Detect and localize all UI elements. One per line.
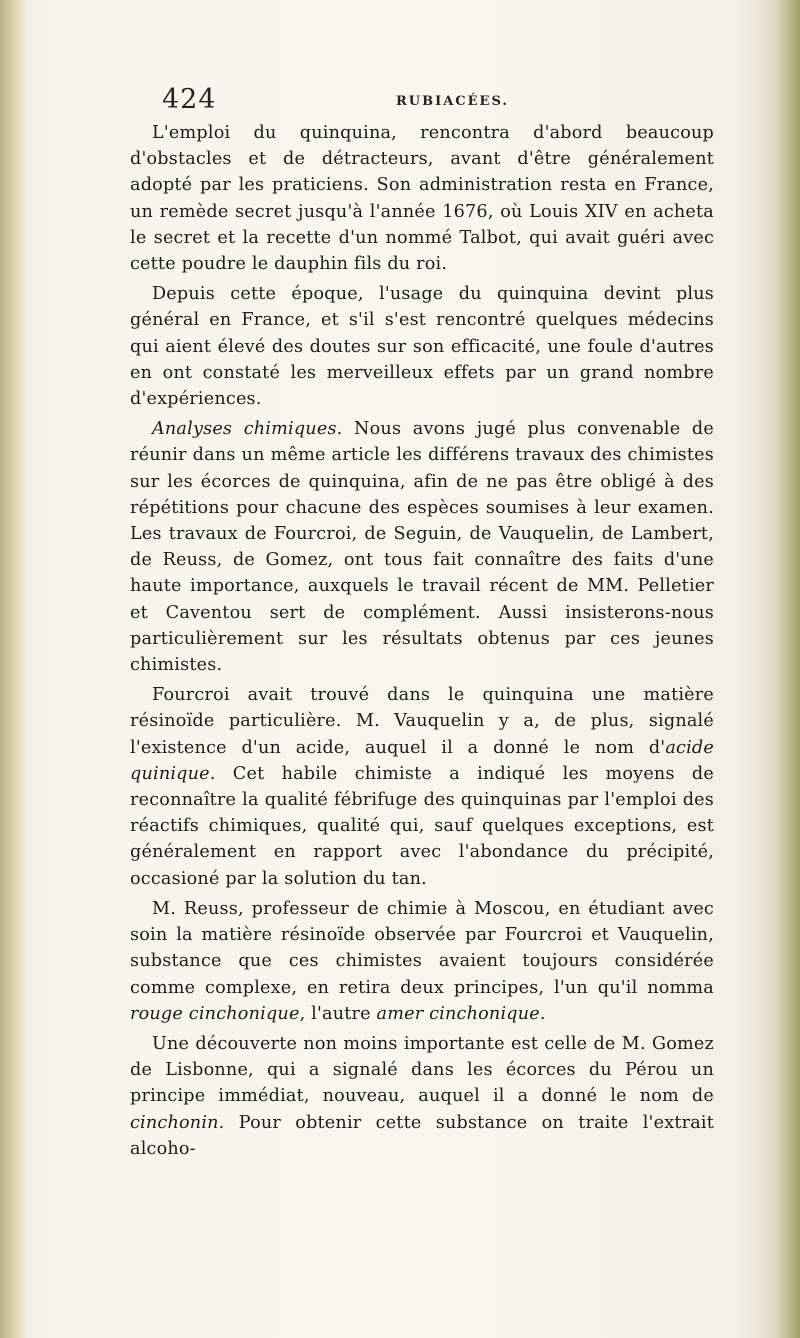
page-left-edge (0, 0, 28, 1338)
paragraph-3-text: Nous avons jugé plus convenable de réunir dans un même article les différens travaux des chimistes sur les écorces de quinquina, afin de ne pas être obligé à des répétitions pour chacune des espèces soumises à leur examen. Les travaux de Fourcroi, de Seguin, de Vauquelin, de Lambert, de Reuss, de Gomez, ont tous fait connaître des faits d'une haute importance, auxquels le travail récent de MM. Pelletier et Caventou sert de complément. Aussi insisterons-nous particulièrement sur les résultats obtenus par ces jeunes chimistes. (130, 419, 715, 676)
term-amer-cinchonique: amer cinchonique. (376, 1003, 546, 1024)
paragraph-4-text-b: Cet habile chimiste a indiqué les moyens de reconnaître la qualité fébrifuge des quinquinas par l'emploi des réactifs chimiques, qualité qui, sauf quelques exceptions, est généralement en rapport avec l'abondance du précipité, occasioné par la solution du tan. (130, 763, 714, 889)
paragraph-2 (130, 281, 714, 412)
paragraph-2-text: Depuis cette époque, l'usage du quinquina devint plus général en France, et s'il s'est rencontré quelques médecins qui aient élevé des doutes sur son efficacité, une foule d'autres en ont constaté les merveilleux effets par un grand nombre d'expériences. (130, 284, 714, 410)
section-heading-analyses: Analyses chimiques. (152, 419, 343, 440)
paragraph-4-text-a: Fourcroi avait trouvé dans le quinquina une matière résinoïde particulière. M. Vauquelin y a, de plus, signalé l'existence d'un acide, auquel il a donné le nom d' (130, 685, 714, 758)
paragraph-5 (130, 896, 714, 1027)
paragraph-1-text: L'emploi du quinquina, rencontra d'abord beaucoup d'obstacles et de détracteurs, avant d'être généralement adopté par les praticiens. Son administration resta en France, un remède secret jusqu'à l'année 1676, où Louis XIV en acheta le secret et la recette d'un nommé Talbot, qui avait guéri avec cette poudre le dauphin fils du roi. (130, 123, 714, 275)
paragraph-5-text-mid: , l'autre (299, 1003, 377, 1024)
paragraph-4 (130, 682, 714, 892)
paragraph-6 (130, 1031, 714, 1162)
paragraph-5-text-a: M. Reuss, professeur de chimie à Moscou, en étudiant avec soin la matière résinoïde observée par Fourcroi et Vauquelin, substance que ces chimistes avaient toujours considérée comme complexe, en retira deux principes, l'un qu'il nomma (130, 898, 714, 998)
term-acide-quinique: acide quinique. (130, 737, 714, 784)
paragraph-1 (130, 120, 714, 277)
paragraph-3 (130, 416, 714, 678)
term-cinchonin: cinchonin. (130, 1112, 225, 1133)
paragraph-6-text-a: Une découverte non moins importante est celle de M. Gomez de Lisbonne, qui a signalé dans les écorces du Pérou un principe immédiat, nouveau, auquel il a donné le nom de (130, 1033, 714, 1107)
running-head: RUBIACÉES. (396, 94, 509, 109)
term-rouge-cinchonique: rouge cinchonique (130, 1003, 300, 1024)
body-text (130, 120, 714, 1166)
page-right-edge (760, 0, 800, 1338)
page-number: 424 (162, 84, 217, 115)
paragraph-6-text-b: Pour obtenir cette substance on traite l'extrait alcoho- (130, 1112, 714, 1159)
page-header (162, 84, 722, 124)
